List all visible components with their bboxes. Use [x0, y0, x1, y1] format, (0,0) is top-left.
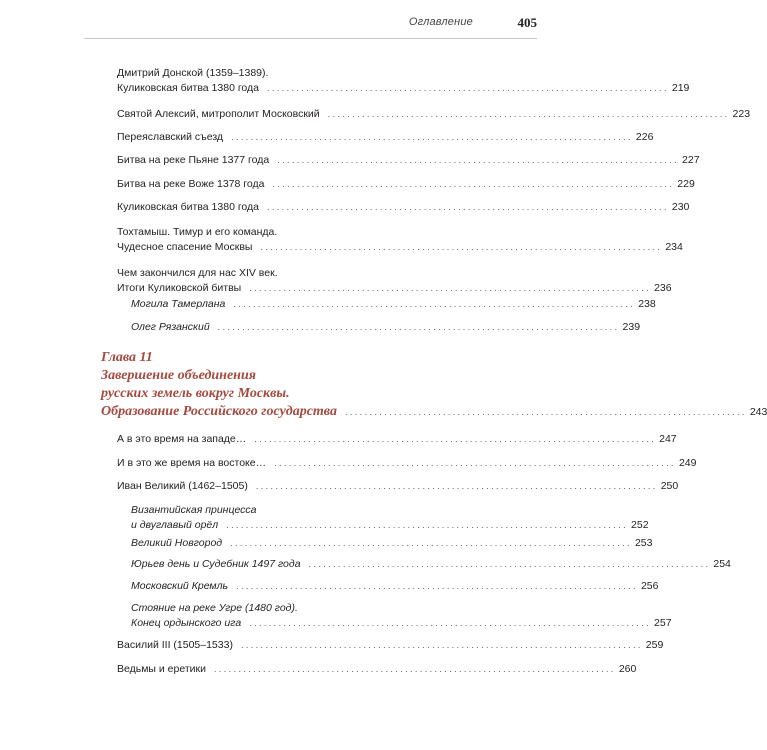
toc-page-number: 250 — [660, 480, 679, 492]
toc-subentry-oleg[interactable] — [131, 320, 641, 335]
toc-entry-title: Итоги Куликовской битвы — [117, 282, 242, 294]
header-divider — [84, 38, 537, 39]
dot-leader: .................................................................................. — [267, 83, 669, 93]
toc-subentry-byzantine-princess[interactable] — [131, 503, 649, 533]
toc-subentry-tamerlane[interactable] — [131, 297, 656, 312]
toc-subentry-ugra[interactable] — [131, 601, 672, 631]
toc-entry-title: Великий Новгород — [131, 537, 223, 549]
header-page-number: 405 — [517, 15, 537, 30]
dot-leader: .................................................................................. — [254, 434, 657, 444]
toc-page-number: 252 — [631, 519, 649, 531]
toc-entry-ivan-iii[interactable] — [117, 479, 679, 494]
toc-page-number: 219 — [671, 82, 690, 94]
toc-entry-title: Конец ордынского ига — [131, 617, 242, 629]
toc-entry-title: Битва на реке Воже 1378 года — [117, 178, 265, 190]
toc-page-number: 259 — [645, 639, 664, 651]
dot-leader: .................................................................................. — [277, 155, 680, 165]
toc-subentry-sudebnik[interactable] — [131, 557, 731, 572]
toc-entry-aleksiy[interactable] — [117, 107, 751, 122]
toc-entry-title: И в это же время на востоке… — [117, 457, 267, 469]
toc-page-number: 257 — [654, 617, 672, 629]
dot-leader: .................................................................................. — [249, 618, 652, 628]
dot-leader: .................................................................................. — [274, 458, 676, 468]
toc-entry-title: Чудесное спасение Москвы — [117, 241, 253, 253]
toc-entry-title: Переяславский съезд — [117, 131, 224, 143]
toc-page-number: 260 — [618, 663, 637, 675]
toc-entry-title: Могила Тамерлана — [131, 298, 226, 310]
toc-page-number: 236 — [654, 282, 672, 294]
dot-leader: .................................................................................. — [236, 581, 638, 591]
dot-leader: .................................................................................. — [217, 322, 620, 332]
toc-entry-title: Иван Великий (1462–1505) — [117, 480, 248, 492]
chapter-title-line: Завершение объединения — [101, 368, 256, 383]
toc-entry-line: Чем закончился для нас XIV век. — [117, 267, 278, 279]
toc-entry-title: Битва на реке Пьяне 1377 года — [117, 154, 270, 166]
dot-leader: .................................................................................. — [308, 559, 711, 569]
toc-entry-west[interactable] — [117, 432, 677, 447]
toc-page-number: 254 — [713, 558, 731, 570]
dot-leader: .................................................................................. — [226, 520, 629, 530]
toc-entry-line: Византийская принцесса — [131, 504, 257, 516]
dot-leader: .................................................................................. — [260, 242, 663, 252]
toc-entry-title: Святой Алексий, митрополит Московский — [117, 108, 320, 120]
dot-leader: .................................................................................. — [267, 202, 669, 212]
toc-entry-pyana[interactable] — [117, 153, 700, 168]
dot-leader: .................................................................................. — [231, 132, 633, 142]
toc-entry-tokhtamysh[interactable] — [117, 225, 683, 255]
dot-leader: .................................................................................. — [255, 481, 658, 491]
dot-leader: .................................................................................. — [233, 299, 636, 309]
toc-entry-title: А в это время на западе… — [117, 433, 247, 445]
dot-leader: .................................................................................. — [230, 538, 632, 548]
toc-page-number: 247 — [659, 433, 677, 445]
toc-page-number: 249 — [678, 457, 697, 469]
toc-entry-kulikovo[interactable] — [117, 200, 690, 215]
chapter-title-line: русских земель вокруг Москвы. — [101, 386, 290, 401]
toc-entry-title: и двуглавый орёл — [131, 519, 219, 531]
dot-leader: .................................................................................. — [213, 664, 616, 674]
toc-page-number: 230 — [671, 201, 690, 213]
toc-page-number: 253 — [634, 537, 653, 549]
toc-entry-vasily-iii[interactable] — [117, 638, 664, 653]
toc-entry-line: Стояние на реке Угре (1480 год). — [131, 602, 298, 614]
dot-leader: .................................................................................. — [249, 283, 652, 293]
toc-entry-east[interactable] — [117, 456, 697, 471]
toc-page-number: 243 — [749, 406, 767, 418]
toc-entry-title: Московский Кремль — [131, 580, 229, 592]
toc-page-number: 226 — [635, 131, 654, 143]
toc-entry-title: Василий III (1505–1533) — [117, 639, 233, 651]
toc-chapter-11[interactable] — [101, 349, 767, 421]
toc-entry-witches[interactable] — [117, 662, 637, 677]
toc-page-number: 239 — [622, 321, 641, 333]
toc-entry-title: Ведьмы и еретики — [117, 663, 206, 675]
header-section-title: Оглавление — [408, 16, 473, 28]
toc-subentry-novgorod[interactable] — [131, 536, 653, 551]
toc-entry-title: Олег Рязанский — [131, 321, 210, 333]
chapter-label: Глава 11 — [101, 350, 153, 365]
toc-page-number: 256 — [640, 580, 659, 592]
dot-leader: .................................................................................. — [272, 179, 675, 189]
toc-page-number: 229 — [677, 178, 695, 190]
toc-entry-pereyaslavl[interactable] — [117, 130, 654, 145]
dot-leader: .................................................................................. — [240, 640, 643, 650]
toc-page-number: 227 — [682, 154, 700, 166]
toc-page-number: 238 — [638, 298, 656, 310]
dot-leader: .................................................................................. — [327, 109, 730, 119]
toc-entry-xiv-century[interactable] — [117, 266, 672, 296]
toc-entry-line: Дмитрий Донской (1359–1389). — [117, 67, 269, 79]
toc-subentry-kremlin[interactable] — [131, 579, 659, 594]
toc-entry-title: Куликовская битва 1380 года — [117, 201, 260, 213]
toc-entry-line: Тохтамыш. Тимур и его команда. — [117, 226, 278, 238]
dot-leader: .................................................................................. — [344, 407, 747, 417]
toc-entry-vozha[interactable] — [117, 177, 695, 192]
toc-entry-title: Куликовская битва 1380 года — [117, 82, 260, 94]
toc-page-number: 223 — [732, 108, 751, 120]
toc-entry-dmitry-donskoy[interactable] — [117, 66, 690, 96]
toc-page-number: 234 — [665, 241, 683, 253]
chapter-title: Образование Российского государства — [101, 404, 337, 419]
toc-entry-title: Юрьев день и Судебник 1497 года — [131, 558, 301, 570]
